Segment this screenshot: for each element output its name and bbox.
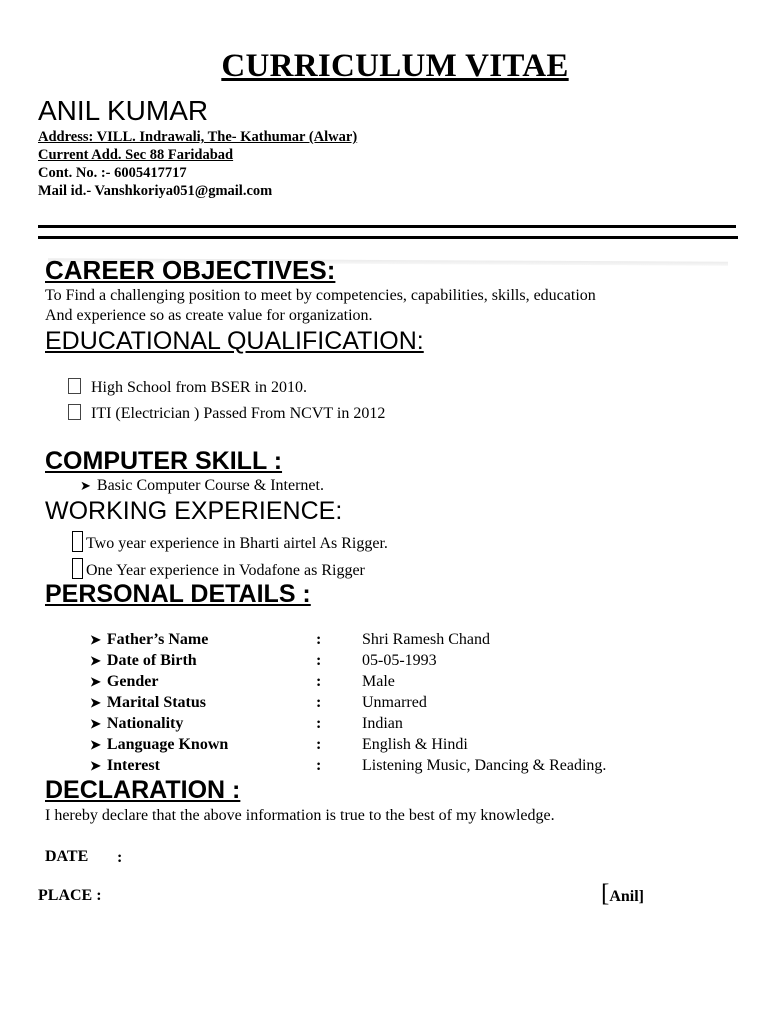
arrow-bullet-icon: ➤ [90, 632, 101, 647]
current-address-line: Current Add. Sec 88 Faridabad [38, 147, 234, 163]
personal-detail-value: Indian [362, 715, 403, 732]
work-item: Two year experience in Bharti airtel As Rigger. [72, 531, 388, 553]
working-experience-heading: WORKING EXPERIENCE: [45, 497, 343, 525]
email-line: Mail id.- Vanshkoriya051@gmail.com [38, 183, 273, 199]
address-line: Address: VILL. Indrawali, The- Kathumar (Alwar) [38, 129, 358, 145]
career-objectives-heading: CAREER OBJECTIVES: [45, 255, 336, 285]
declaration-heading: DECLARATION : [45, 776, 241, 804]
personal-detail-value: Shri Ramesh Chand [362, 631, 490, 648]
document-title: CURRICULUM VITAE [221, 48, 569, 84]
signature: [Anil] [601, 880, 644, 907]
personal-detail-label: ➤ Nationality [90, 715, 184, 732]
personal-detail-value: Male [362, 673, 395, 690]
arrow-bullet-icon: ➤ [90, 674, 101, 689]
arrow-bullet-icon: ➤ [90, 695, 101, 710]
place-label: PLACE : [38, 887, 102, 904]
checkbox-icon [68, 378, 81, 394]
declaration-text: I hereby declare that the above information is true to the best of my knowledge. [45, 807, 555, 824]
personal-detail-value: English & Hindi [362, 736, 468, 753]
personal-detail-label: ➤ Gender [90, 673, 159, 690]
personal-detail-colon: : [316, 736, 322, 753]
personal-detail-colon: : [316, 631, 322, 648]
personal-detail-label: ➤ Marital Status [90, 694, 207, 711]
computer-skill-item: ➤ Basic Computer Course & Internet. [80, 477, 324, 494]
educational-qualification-heading: EDUCATIONAL QUALIFICATION: [45, 327, 424, 355]
date-colon: : [117, 849, 123, 866]
personal-detail-colon: : [316, 715, 322, 732]
personal-detail-colon: : [316, 652, 322, 669]
personal-detail-colon: : [316, 673, 322, 690]
candidate-name: ANIL KUMAR [38, 95, 209, 126]
divider-top [38, 225, 736, 228]
arrow-bullet-icon: ➤ [90, 737, 101, 752]
personal-details-heading: PERSONAL DETAILS : [45, 580, 311, 608]
personal-detail-label: ➤ Date of Birth [90, 652, 197, 669]
personal-detail-value: 05-05-1993 [362, 652, 437, 669]
career-objective-line: And experience so as create value for organization. [45, 307, 373, 324]
checkbox-icon [68, 404, 81, 420]
personal-detail-value: Unmarred [362, 694, 427, 711]
personal-detail-label: ➤ Father’s Name [90, 631, 209, 648]
divider-bottom [38, 236, 738, 239]
computer-skill-heading: COMPUTER SKILL : [45, 447, 283, 475]
personal-detail-label: ➤ Interest [90, 757, 160, 774]
work-item: One Year experience in Vodafone as Rigger [72, 558, 365, 580]
arrow-bullet-icon: ➤ [90, 653, 101, 668]
arrow-bullet-icon: ➤ [90, 758, 101, 773]
personal-detail-label: ➤ Language Known [90, 736, 229, 753]
checkbox-icon [72, 531, 83, 552]
personal-detail-value: Listening Music, Dancing & Reading. [362, 757, 607, 774]
date-label: DATE [45, 848, 89, 865]
education-item: ITI (Electrician ) Passed From NCVT in 2012 [68, 404, 385, 423]
personal-detail-colon: : [316, 757, 322, 774]
phone-line: Cont. No. :- 6005417717 [38, 165, 187, 181]
personal-detail-colon: : [316, 694, 322, 711]
education-item: High School from BSER in 2010. [68, 378, 307, 397]
checkbox-icon [72, 558, 83, 579]
arrow-bullet-icon: ➤ [90, 716, 101, 731]
career-objective-line: To Find a challenging position to meet by competencies, capabilities, skills, education [45, 287, 596, 304]
arrow-bullet-icon: ➤ [80, 478, 91, 493]
